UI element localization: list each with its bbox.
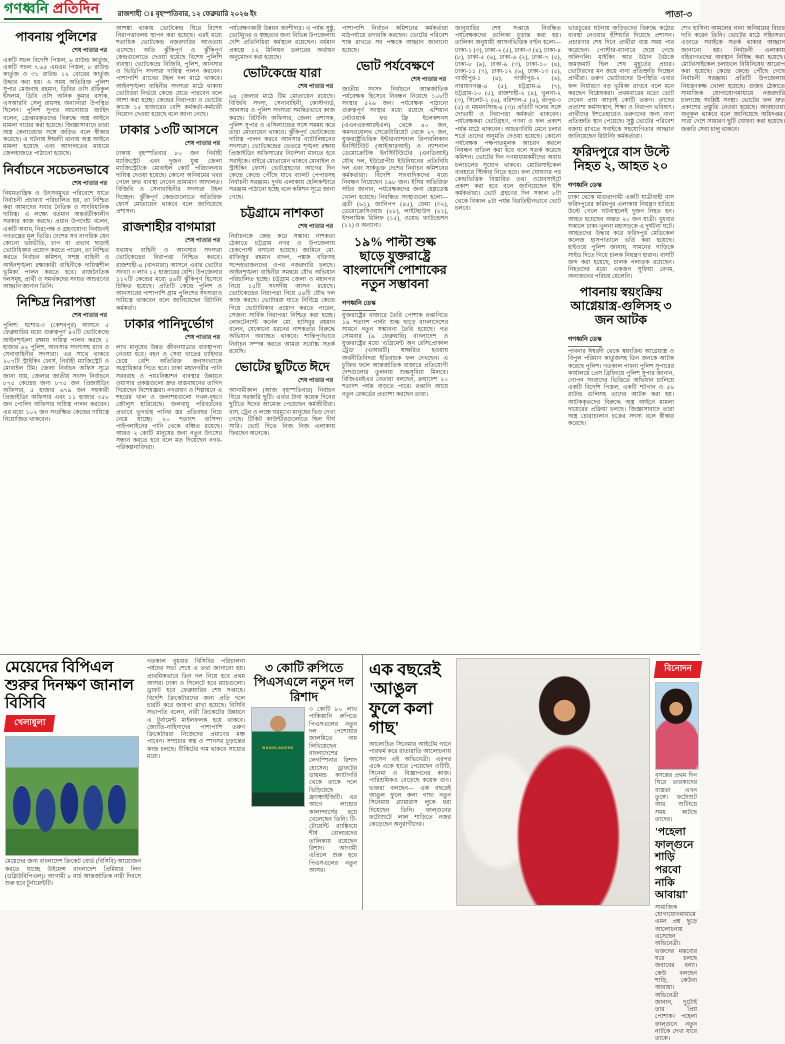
- cricket-team-photo: [5, 736, 139, 856]
- entertainment-headline: এক বছরেই 'আঙুল ফুলে কলা গাছ': [369, 660, 441, 738]
- article-body: পর্যবেক্ষণকারী উন্নয়ন অংশীদার। এ পর্যন্ত সুষ্ঠু, ভোটমুখর ও স্বচ্ছতার জন্য বিভিন্ন উপজেলায় দেশি প্রতিনিধিরা কর্মস্থলে রয়েছেন। বর্ধমান প্রকল্পে ১২ মিলিয়ন ডলারের অর্থায়ন অনুমোদন করা হয়েছে।: [229, 26, 335, 61]
- sports-headline: মেয়েদের বিপিএল শুরুর দিনক্ষণ জানাল বিসিবি: [5, 659, 134, 712]
- cricketer-photo: [251, 707, 305, 807]
- jersey-text: BANGLADESH: [262, 745, 294, 751]
- article-body: আশঙ্কা থাকায় ভোটকেন্দ্র ঘিরে বিশেষ নিরাপত্তাবলয় স্থাপন করা হয়েছে। এরই মধ্যে শতাধিক ভোটকেন্দ্র নজরদারির আওতায় এসেছে। অতি ঝুঁকিপূর্ণ ও ঝুঁকিপূর্ণ কেন্দ্রগুলোতে দেওয়া হয়েছে বিশেষ পুলিশি ব্যবস্থা। ভোটকেন্দ্রে বিজিবি, পুলিশ, আনসার ও ভিডিপি সদস্যরা দায়িত্ব পালন করবেন। পাশাপাশি র‌্যাবের টহল দল মাঠে থাকবে। আইনশৃঙ্খলা বাহিনীর সদস্যরা মাঠে থাকায় ভোটাররা নির্ভয়ে কেন্দ্রে যেতে পারবেন বলে আশা করা হচ্ছে। কেন্দ্রের নিরাপত্তা ও ভোটের কাজে ১৫ হাজারের বেশি কর্মকর্তা-কর্মচারী নিয়োগ দেওয়া হয়েছে বলে জানা গেছে।: [116, 26, 222, 119]
- article-headline: নির্বাচনে সচেতনভাবে: [3, 162, 109, 177]
- article-headline: ভোটকেন্দ্রে যারা: [242, 65, 322, 80]
- entertainment-tab-label: বিনোদন: [664, 663, 692, 673]
- article-headline: পাবনায় স্বয়ংক্রিয় আগ্নেয়াস্ত্র-গুলিসহ ৩ জন আটক: [570, 285, 672, 328]
- sports-sub-column: [251, 659, 357, 908]
- article-body: পুলিশ: যশোর-৩ (কেশবপুর) আসনে ৫ ফেব্রুয়ারির মধ্যে গুরুত্বপূর্ণ ৪২টি ভোটকেন্দ্রে আইনশৃঙ্খলা রক্ষায় দায়িত্ব পালন করছে ১ হাজার ৬২ পুলিশ, আনসার সদস্যসহ র‌্যাব ও সেনাবাহিনীর সদস্যরা। এর সাথে থাকবে ২০৭টি স্ট্রাইকিং ফোর্স, নির্বাহী ম্যাজিস্ট্রেট ও মোবাইল টিম। জেলা নির্বাচন অফিস সূত্রে জানা যায়, জেলার জাতীয় সংসদ নির্বাচনে ৮৭৫ কেন্দ্রের জন্য ৮৭৫ জন প্রিজাইডিং অফিসার, ৫ হাজার ৬৭৯ জন সহকারী প্রিজাইডিং অফিসার এবং ১১ হাজার ৩৫৮ জন পোলিং অফিসার দায়িত্ব পালন করবেন। এর মধ্যে ১০২ জন সংরক্ষিত কেন্দ্রের দায়িত্বে নিয়োজিত থাকবেন।: [3, 323, 109, 423]
- sports-sub-row: [251, 707, 357, 878]
- byline: গণধ্বনি ডেস্ক: [568, 334, 602, 347]
- continued-label: শেষ পাতার পর: [297, 377, 333, 384]
- article-headline: ফরিদপুরে বাস উল্টে নিহত ২, আহত ২০: [572, 145, 670, 173]
- article-body: যুক্তরাষ্ট্রের বাজারে তৈরি পোশাক রপ্তানিতে ১৯ শতাংশ পাল্টা শুল্ক ছাড়ে বাংলাদেশের সামনে নতুন সম্ভাবনা তৈরি হয়েছে। গত সোমবার (৯ ফেব্রুয়ারি) বাংলাদেশ ও যুক্তরাষ্ট্রের মধ্যে 'এগ্রিমেন্ট অন রেসিপ্রোকাল ট্রেড' (এআরটি) স্বাক্ষরিত হওয়ায় অর্থনীতিবিদরা ইতিবাচক ফল দেখছেন। এ চুক্তির ফলে আন্তর্জাতিক বাজারে প্রতিযোগী দেশগুলোর তুলনায় শুল্কসুবিধা মিলবে। বিজিএমইএর নেতারা বলছেন, ক্রয়াদেশ ২০ শতাংশ পর্যন্ত বাড়তে পারে। রপ্তানি আয়ে নতুন রেকর্ডের প্রত্যাশা করছেন তারা।: [342, 312, 448, 398]
- news-column-1: [3, 26, 109, 654]
- actress-photo-small: [655, 682, 699, 770]
- entertainment-section: [363, 655, 700, 1043]
- article-headline: রাজশাহীর বাগমারা: [122, 220, 216, 235]
- entertainment-lead-column: [369, 658, 451, 908]
- continued-label: শেষ পাতার পর: [71, 313, 107, 320]
- page-number: পাতা-৩: [665, 9, 692, 19]
- article-headline: ভোটের ছুটিতে ঈদে: [234, 359, 330, 374]
- clipped-column-text: [681, 26, 785, 134]
- entertainment-side-body-bottom: সামাজিক যোগাযোগমাধ্যমে এমন প্রশ্ন ছুড়ে আলোচনায় এসেছেন অভিনেত্রী। ভক্তদের মন্তব্যের ঘরে চলছে জবাবের বন্যা। কেউ বলছেন শাড়ি, কেউবা আবায়া। অভিনেত্রী জানান, দুটোই তার প্রিয় পোশাক। পহেলা ফাল্গুনে নতুন নাটকে দেখা যাবে তাকে।: [655, 904, 697, 1043]
- main-columns: [0, 23, 785, 654]
- news-column-7-clipped: [681, 26, 785, 654]
- continued-label: শেষ পাতার পর: [184, 238, 220, 245]
- sports-body-2: গতকাল বুধবার বিসিবির পরিচালনা পর্ষদের সভা শেষে এ তথ্য জানানো হয়। প্রাথমিকভাবে তিন দল নিয়ে হবে প্রথম আসর। ঢাকা ও সিলেটে হবে ম্যাচগুলো। ড্রাফট হবে ফেব্রুয়ারির শেষ সপ্তাহে। বিদেশি ক্রিকেটারদের জন্য প্রতি দলে চারটি করে জায়গা রাখা হয়েছে। বিসিবি সভাপতি বলেন, নারী ক্রিকেটের উন্নয়নে এ টুর্নামেন্ট মাইলফলক হয়ে থাকবে। জ্যোতি-নাহিদাদের পাশাপাশি তরুণ ক্রিকেটাররা নিজেদের প্রমাণের মঞ্চ পাবেন। সম্প্রচার স্বত্ব ও স্পনসর চূড়ান্তের কাজ চলছে। টিকিটের দাম থাকবে সাধ্যের মধ্যে।: [147, 659, 245, 761]
- article-body: জানুয়ারির শেষ সপ্তাহে নিবন্ধিত পর্যবেক্ষকদের তালিকা চূড়ান্ত করা হয়। তালিকা অনুযায়ী আসনভিত্তিক বণ্টন হলো— ঢাকা-১ (৩), ঢাকা-২ (৫), ঢাকা-৩ (৪), ঢাকা-৪ (৮), ঢাকা-৫ (৬), ঢাকা-৬ (২), ঢাকা-৭ (৫), ঢাকা-৮ (৯), ঢাকা-৯ (৩), ঢাকা-১০ (৪), ঢাকা-১১ (৭), ঢাকা-১২ (৬), ঢাকা-১৩ (৫), গাজীপুর-১ (৪), গাজীপুর-২ (৬), নারায়ণগঞ্জ-৪ (৫), চট্টগ্রাম-৯ (৭), চট্টগ্রাম-১০ (৫), রাজশাহী-২ (৪), খুলনা-২ (৩), সিলেট-১ (৬), বরিশাল-৫ (৪), রংপুর-৩ (৫) ও ময়মনসিংহ-৪ (৩)। প্রতিটি দলের সঙ্গে দোভাষী ও নিরাপত্তা কর্মকর্তা থাকবেন। পর্যবেক্ষকরা ভোটগ্রহণ, গণনা ও ফল প্রকাশ পর্যন্ত মাঠে থাকবেন। আচরণবিধি মেনে চলার শর্তে তাদের অনুমতি দেওয়া হয়েছে। কোনো পর্যবেক্ষক পক্ষপাতমূলক আচরণ করলে নিবন্ধন বাতিল করা হবে বলে সতর্ক করেছে কমিশন। ভোটের দিন গণমাধ্যমকর্মীদের অবাধ চলাচলের সুযোগ থাকবে। মোটরসাইকেল ব্যবহারে স্টিকার নিতে হবে। ফল ঘোষণার পর কেন্দ্রভিত্তিক বিস্তারিত তথ্য ওয়েবসাইটে প্রকাশ করা হবে বলে জানিয়েছেন ইসি কর্মকর্তারা। ভোট গ্রহণের দিন সকাল ৮টা থেকে বিকাল ৪টা পর্যন্ত বিরতিহীনভাবে ভোট চলবে।: [455, 26, 561, 212]
- article-body: পাশাপাশি নির্বাচন কমিশনের কর্মকর্তারা মাঠপর্যায়ে তদারকি করছেন। ভোটের পরিবেশ শান্ত রাখতে সব পক্ষকে আহ্বান জানানো হয়েছে।: [342, 26, 448, 54]
- byline: গণধ্বনি ডেস্ক: [568, 180, 602, 193]
- entertainment-side-column: [655, 658, 697, 1043]
- article-body: ঢাকায় বৃহস্পতিবার ৮০ জন নির্বাহী ম্যাজিস্ট্রেট এবং দুজন যুগ্ম জেলা ম্যাজিস্ট্রেটকে মোবাইল কোর্ট পরিচালনার দায়িত্ব দেওয়া হয়েছে। কোনো অনিয়মের খবর পেলে দ্রুত ব্যবস্থা নেবেন ভ্রাম্যমাণ আদালত। বিজিবি ও সেনাবাহিনীর সদস্যরা টহল দিচ্ছেন। ঝুঁকিপূর্ণ কেন্দ্রগুলোতে অতিরিক্ত ফোর্স মোতায়েন থাকবে বলে জানিয়েছে প্রশাসন।: [116, 151, 222, 215]
- article-headline: চট্টগ্রামে নাশকতা: [240, 205, 324, 220]
- article-body: ৬৪ জেলার মাঠে টিম মোতায়েন রয়েছে। বিজিবি সদস্য, সেনাবাহিনী, কোস্টগার্ড, আনসার ও পুলিশ সদস্যরা সমন্বিতভাবে কাজ করছে। রিটার্নিং অফিসার, জেলা প্রশাসক, পুলিশ সুপার ও এসিল্যান্ডের সঙ্গে সমন্বয় করে তারা মোতায়েন থাকবে। ঝুঁকিপূর্ণ ভোটকেন্দ্রে দায়িত্ব পালন করবে আনসার ব্যাটালিয়নের সদস্যরা। ভোটকেন্দ্রের ভেতরে শৃঙ্খলা রক্ষায় প্রিজাইডিং অফিসারের নির্দেশনা মানতে হবে সবাইকে। বাইরে মোতায়েন থাকবে মোবাইল ও স্ট্রাইকিং ফোর্স। ভোটগ্রহণের আগের দিন কেন্দ্রে কেন্দ্রে পৌঁছে যাবে ব্যালট পেপারসহ নির্বাচনী সরঞ্জাম। দুর্গম এলাকায় হেলিকপ্টারে সরঞ্জাম পাঠানো হচ্ছে বলে কমিশন সূত্রে জানা গেছে।: [229, 93, 336, 201]
- continued-label: শেষ পাতার পর: [297, 83, 333, 90]
- news-column-6: [568, 26, 674, 654]
- newspaper-logo: [4, 2, 102, 20]
- dateline: রাজশাহী ঃ বৃহস্পতিবার, ১২ ফেব্রুয়ারি ২০২৬ ইং: [117, 10, 257, 18]
- continued-label: শেষ পাতার পর: [410, 76, 446, 83]
- article-body: জাতীয় সংসদ নির্বাচনে আন্তর্জাতিক পর্যবেক্ষক হিসেবে নিবন্ধন নিয়েছে ১০৮টি সংস্থার ৫২৬ জন। পর্যবেক্ষক পাঠানো গুরুত্বপূর্ণ সংস্থার মধ্যে রয়েছে এশিয়ান নেটওয়ার্ক ফর ফ্রি ইলেকশনস (এএনএফআরইএল) থেকে ৪০ জন, কমনওয়েলথ সেক্রেটারিয়েট থেকে ২৭ জন, যুক্তরাষ্ট্রভিত্তিক ইন্টারন্যাশনাল রিপাবলিকান ইনস্টিটিউট (আইআরআই) ও ন্যাশনাল ডেমোক্রেটিক ইনস্টিটিউটের (এনডিআই) যৌথ দল, ইউরোপীয় ইউনিয়নের প্রতিনিধি দল এবং সার্কভুক্ত দেশের নির্বাচন কমিশনের কর্মকর্তারা। বিদেশি সাংবাদিকদের মধ্যে নিবন্ধন নিয়েছেন ১৯৮ জন। ইসির অতিরিক্ত সচিব জানান, পর্যবেক্ষকদের জন্য হেল্পডেস্ক খোলা হয়েছে। নিবন্ধিত সংস্থাগুলো হলো— ব্রতী (৬১), জানিপপ (৪৫), ফেমা (৩২), ডেমোক্রেসিওয়াচ (২৮), লাইটহাউস (২১), ইসলামিক রিলিফ (১৫), ওয়েভ ফাউন্ডেশন (১২) ও অন্যান্য।: [342, 86, 448, 230]
- entertainment-tab: [654, 661, 702, 678]
- logo-word-2: প্রতিদিন: [52, 2, 100, 17]
- article-body: লাখ মানুষের উন্নত জীবনযাত্রার ব্যবস্থাপনা নেওয়া হবে। বহন ও সেবা খাতের চাহিদার চেয়ে বেশি অতিরিক্ত জনসংখ্যাকে অগ্রাধিকার দিতে হবে। ঢাকা মহানগরীর পানি সরবরাহ ও পয়ঃনিষ্কাশন ব্যবস্থার উন্নয়নে ওয়াসার প্রকল্পগুলো দ্রুত বাস্তবায়নের তাগিদ দিয়েছেন বিশেষজ্ঞরা। নগরায়ণ ও শিল্পায়নে এ শহরের খাল ও জলাশয়গুলো দখল-দূষণে জৌলুস হারিয়েছে। জলবায়ু পরিবর্তনের প্রভাবে ভূগর্ভস্থ পানির স্তর প্রতিবছর নিচে নেমে যাচ্ছে। ২০ শতাংশ বাসিন্দা পাইপলাইনের পানি থেকে বঞ্চিত রয়েছে। আরও ২ কোটি মানুষের জন্য নতুন উৎসের সন্ধান করতে হবে বলে মত দিয়েছেন নগর-পরিকল্পনাবিদরা।: [116, 344, 222, 452]
- article-headline: ১৯% পাল্টা শুল্ক ছাড়ে যুক্তরাষ্ট্রে বাংলাদেশি পোশাকের নতুন সম্ভাবনা: [343, 234, 447, 291]
- article-body: আগামীকাল (আজ বৃহস্পতিবার) নির্বাচন ঘিরে সরকারি ছুটি। এবার টানা কয়েক দিনের ছুটিতে ঈদের আমেজ পেয়েছেন কর্মজীবীরা। বাস, ট্রেন ও লঞ্চে ঘরমুখো মানুষের ভিড় দেখা গেছে। টিকিট কাউন্টারগুলোতে ছিল দীর্ঘ সারি। ভোট দিতে নিজ নিজ এলাকায় ফিরছেন অনেকে।: [229, 387, 335, 438]
- sports-section: [0, 655, 363, 910]
- sports-sub-body: ৩ কোটি ৮০ লাখ পাকিস্তানি রুপিতে পিএসএলের নতুন দল পেশোয়ার জালমিতে নাম লিখিয়েছেন বাংলাদেশের লেগস্পিনার রিশাদ হোসেন। ড্রাফটের ডায়মন্ড ক্যাটাগরি থেকে তাকে দলে ভিড়িয়েছে ফ্র্যাঞ্চাইজিটি। এর আগে লাহোর কালান্দার্সের হয়ে খেলেছেন তিনি। টি-টোয়েন্টি র‍্যাঙ্কিংয়ে শীর্ষ বোলারদের তালিকায় রয়েছেন রিশাদ। আগামী এপ্রিলে শুরু হবে পিএসএলের নতুন আসর।: [309, 707, 357, 874]
- article-headline: পাবনায় পুলিশের: [15, 30, 97, 44]
- news-column-4: [342, 26, 448, 654]
- sports-body-1: মেয়েদের জন্য বাংলাদেশ ক্রিকেট বোর্ড (বিসিবি) আয়োজন করতে যাচ্ছে উইমেন্স বাংলাদেশ প্রিমিয়ার লিগ (ডব্লিউবিপিএল)। আগামী ৮ মার্চ আন্তর্জাতিক নারী দিবসে শুরু হবে টুর্নামেন্টটি।: [5, 859, 141, 888]
- article-body: নির্বাচনকে কেন্দ্র করে সম্ভাব্য নাশকতা ঠেকাতে চট্টগ্রাম নগর ও উপজেলায় চেকপোস্ট বসানো হয়েছে। জামিনে মো. রাফিজুর রহমান বাদল, পঙ্কজ বক্তিসহ সন্দেহভাজনদের ওপর নজরদারি চলছে। আইনশৃঙ্খলা বাহিনীর সমন্বয়ে যৌথ অভিযান পরিচালিত হচ্ছে। চট্টগ্রাম জেলা ও মহানগর নিয়ে ১৫টি সংসদীয় আসন রয়েছে। ভোটকেন্দ্রের নিরাপত্তা নিয়ে ৫৪টি যৌথ দল কাজ করছে। ভোটাররা যাতে নির্বিঘ্নে কেন্দ্রে গিয়ে ভোটাধিকার প্রয়োগ করতে পারেন, সেজন্য সার্বিক নিরাপত্তা নিশ্চিত করা হচ্ছে। লেফটেন্যান্ট কর্নেল মো. হাসিবুর রহমান বলেন, যেকোনো ধরনের নাশকতার বিরুদ্ধে অভিযান অব্যাহত থাকবে। শান্তিপূর্ণভাবে নির্বাচন সম্পন্ন করতে আমরা সর্বোচ্চ সতর্ক রয়েছি।: [229, 233, 335, 355]
- continued-label: শেষ পাতার পর: [71, 48, 107, 54]
- article-body: ভাঙচুরের ঘটনায় জড়িতদের বিরুদ্ধে কঠোর ব্যবস্থা নেওয়ার হুঁশিয়ারি দিয়েছে প্রশাসন। প্রচারণার শেষ দিনে প্রার্থীরা ব্যস্ত সময় পার করেছেন। পোস্টার-ব্যানারে ছেয়ে গেছে অলিগলি। মাইকিং আর উঠান বৈঠকে জমজমাট ছিল শেষ মুহূর্তের প্রচার। ভোটারদের মন জয়ে নানা প্রতিশ্রুতি দিচ্ছেন প্রার্থীরা। তরুণ ভোটারদের উপস্থিতি এবার ফল নির্ধারণে বড় ভূমিকা রাখবে বলে মনে করছেন বিশ্লেষকরা। প্রথমবারের মতো ভোট দেবেন প্রায় আড়াই কোটি তরুণ। তাদের প্রত্যাশা কর্মসংস্থান, শিক্ষা ও নিরাপদ ভবিষ্যৎ। প্রার্থীদের ইশতেহারেও তরুণদের জন্য নানা প্রতিশ্রুতি স্থান পেয়েছে। সুষ্ঠু ভোটের পরিবেশ বজায় রাখতে সবাইকে সহযোগিতার আহ্বান জানিয়েছেন রিটার্নিং কর্মকর্তারা।: [568, 26, 674, 140]
- entertainment-body: আলোচিত সিনেমার আইটেম গানে পারফর্ম করে রাতারাতি আলোচনায় আসেন এই অভিনেত্রী। এরপর একে একে হাতে পেয়েছেন ওটিটি, সিনেমা ও বিজ্ঞাপনের কাজ। পারিশ্রমিকও বেড়েছে কয়েক গুণ। ভক্তরা বলছেন— এক বছরেই আঙুল ফুলে কলা গাছ! নতুন সিনেমায় গ্ল্যামারাস লুকে ধরা দিয়েছেন তিনি। ফাল্গুনের ফটোশুটে লাল শাড়িতে নজর কেড়েছেন অনুরাগীদের।: [369, 741, 451, 829]
- entertainment-side-body-top: বসন্তের প্রথম দিন ঘিরে তারকাদের ব্যস্ততা এখন তুঙ্গে। ফটোশুট আর শুটিংয়ে সময় কাটছে তাদের।: [655, 773, 697, 823]
- byline: গণধ্বনি ডেস্ক: [342, 298, 376, 311]
- article-headline: নিশ্চিদ্র নিরাপত্তা: [16, 295, 96, 310]
- article-body: নিয়মতান্ত্রিক ও উৎসবমুখর পরিবেশে যাতে নির্বাচনী প্রচারণা পরিচালিত হয়, তা নিশ্চিত করা আমাদের সবার নৈতিক ও সাংবিধানিক দায়িত্ব। এ লক্ষ্যে বর্তমান অন্তর্বর্তীকালীন সরকার কাজ করছে। প্রধান উপদেষ্টা বলেন, একটি অবাধ, নিরপেক্ষ ও গ্রহণযোগ্য নির্বাচনই গণতন্ত্রের মূল ভিত্তি। দেশের সব নাগরিক যেন কোনো ভয়ভীতি, চাপ বা প্রভাব ছাড়াই ভোটাধিকার প্রয়োগ করতে পারেন, তা নিশ্চিত করতে নির্বাচন কমিশন, সশস্ত্র বাহিনী ও আইনশৃঙ্খলা রক্ষাকারী বাহিনীকে দায়িত্বশীল ভূমিকা পালন করতে হবে। রাজনৈতিক দলসমূহ, প্রার্থী ও সমর্থকদের সংযত আচরণের আহ্বান জানান তিনি।: [3, 190, 109, 291]
- logo-word-1: গণধ্বনি: [4, 2, 49, 17]
- news-column-2: [116, 26, 222, 654]
- sports-tab-label: খেলাধুলা: [14, 717, 46, 728]
- article-headline: ভোট পর্যবেক্ষণে: [355, 58, 435, 73]
- sports-body-column: [147, 659, 245, 908]
- article-body: একটি সচল বিদেশি পিস্তল, ৬ রাউন্ড কার্তুজ, একটি সচল ৭.৬৫ এমএম পিস্তল, ৮ রাউন্ড কার্তুজ ও ৩১ রাউন্ড ১২ বোরের কার্তুজ উদ্ধার করা হয়। এ সময় অতিরিক্ত পুলিশ সুপার মেজবাহ রহমান, ডিবির ওসি রফিকুল ইসলাম, ডিবি ওসি অনিক কুমার বসাক, এসআরবি সেলু রায়সহ অন্যান্যরা উপস্থিত ছিলেন। পুলিশ সুপার আনোয়ার জাহিদ বলেন, গ্রেপ্তারকৃতদের বিরুদ্ধে অস্ত্র আইনে মামলা দায়ের করা হয়েছে। জিজ্ঞাসাবাদে তারা অস্ত্র কেনাবেচার সঙ্গে জড়িত বলে স্বীকার করেছে। এ ঘটনায় ঈশ্বরদী থানায় অস্ত্র আইনে মামলা হয়েছে এবং আদালতের মাধ্যমে জেলহাজতে পাঠানো হয়েছে।: [3, 58, 109, 158]
- continued-label: শেষ পাতার পর: [297, 223, 333, 230]
- actress-photo-large: [456, 658, 650, 906]
- continued-label: শেষ পাতার পর: [184, 334, 220, 341]
- article-body: ঢাকা থেকে মাগুরাগামী একটি যাত্রীবাহী বাস ফরিদপুরের করিমপুর এলাকায় নিয়ন্ত্রণ হারিয়ে উল্টে গেলে ঘটনাস্থলেই দুজন নিহত হন। আহত হয়েছেন অন্তত ২০ জন যাত্রী। বুধবার সকালে ঢাকা-খুলনা মহাসড়কে এ দুর্ঘটনা ঘটে। আহতদের উদ্ধার করে ফরিদপুর মেডিকেল কলেজ হাসপাতালে ভর্তি করা হয়েছে। হাইওয়ে পুলিশ জানায়, সামনের গাড়িকে সাইড দিতে গিয়ে চালক নিয়ন্ত্রণ হারান। বাসটি জব্দ করা হয়েছে, চালক পলাতক রয়েছেন। নিহতদের মধ্যে একজন সুফিয়া বেগম, অন্যজনের পরিচয় মেলেনি।: [568, 195, 674, 281]
- sports-lead-column: [5, 659, 141, 908]
- sports-sub-headline: ৩ কোটি রুপিতে পিএসএলে নতুন দল রিশাদ: [253, 661, 355, 704]
- article-body: যথাযথ বাহিনী ও আনসার সদস্যরা ভোটকেন্দ্রের নিরাপত্তা নিশ্চিত করবে। রাজশাহী-৪ (বাগমারা) আসনে এবার ভোটার সংখ্যা ৩ লাখ ১২ হাজারের বেশি। উপজেলার ১১২টি কেন্দ্রের মধ্যে ৪৬টি ঝুঁকিপূর্ণ হিসেবে চিহ্নিত হয়েছে। প্রতিটি কেন্দ্রে পুলিশ ও আনসারের পাশাপাশি গ্রাম পুলিশের সদস্যরাও দায়িত্বে থাকবেন বলে জানিয়েছেন রিটার্নিং কর্মকর্তা।: [116, 248, 222, 312]
- sports-tab: [4, 715, 56, 732]
- article-body: পাবনার ঈশ্বরদী থেকে স্বয়ংক্রিয় আগ্নেয়াস্ত্র ও বিপুল পরিমাণ কার্তুজসহ তিন জনকে আটক করেছে পুলিশ। গতকাল পাবনা পুলিশ সুপারের কার্যালয়ে প্রেস ব্রিফিংয়ে পুলিশ সুপার জানান, গোপন সংবাদের ভিত্তিতে অভিযান চালিয়ে একটি বিদেশি পিস্তল, একটি শটগান ও ৫৬ রাউন্ড গুলিসহ তাদের আটক করা হয়। আটককৃতদের বিরুদ্ধে অস্ত্র আইনে মামলা দায়েরের প্রক্রিয়া চলছে। জিজ্ঞাসাবাদে তারা অস্ত্র চোরাচালান চক্রের সদস্য বলে স্বীকার করেছে।: [568, 349, 674, 428]
- entertainment-side-headline: 'পহেলা ফাল্গুনে শাড়ি পরবো নাকি আবায়া': [655, 827, 694, 902]
- continued-label: শেষ পাতার পর: [184, 141, 220, 148]
- article-headline: ঢাকার পানিদুর্ভোগ: [124, 316, 214, 331]
- article-body: শেখ হাসিনা আমলের নানা অনিয়মের বিচার দাবি করেন তিনি। ভোটের মাঠে সহিংসতা এড়াতে সবাইকে সতর্ক থাকার আহ্বান জানানো হয়। নির্বাচনী এলাকায় বহিরাগতদের অবস্থান নিষিদ্ধ করা হয়েছে। মোটরসাইকেল চলাচলে বিধিনিষেধ আরোপ করা হয়েছে। কেন্দ্রে কেন্দ্রে পৌঁছে গেছে নির্বাচনী সরঞ্জাম। প্রতিটি উপজেলায় নিয়ন্ত্রণকক্ষ খোলা হয়েছে। গুজব ঠেকাতে সামাজিক যোগাযোগমাধ্যমে নজরদারি চালাচ্ছে সংশ্লিষ্ট সংস্থা। ভোটের ফল দ্রুত প্রকাশের প্রস্তুতি নেওয়া হয়েছে। আবহাওয়া অনুকূল থাকবে বলে জানিয়েছে অধিদপ্তর। সারা দেশে সাধারণ ছুটি ঘোষণা করা হয়েছে। জরুরি সেবা চালু থাকবে।: [681, 26, 785, 133]
- article-headline: ঢাকার ১৩টি আসনে: [119, 123, 219, 138]
- masthead: [0, 0, 700, 23]
- news-column-5: [455, 26, 561, 654]
- continued-label: শেষ পাতার পর: [71, 180, 107, 187]
- news-column-3: [229, 26, 335, 654]
- bottom-sections: [0, 654, 700, 1043]
